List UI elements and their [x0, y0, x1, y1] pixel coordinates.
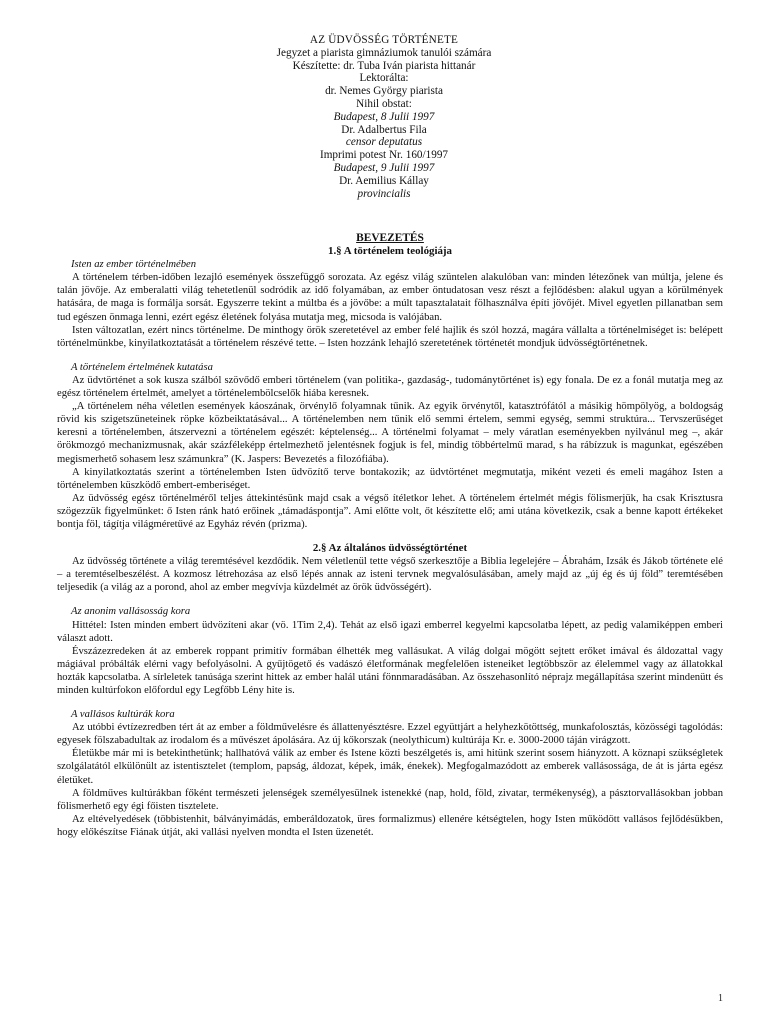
section-heading: 2.§ Az általános üdvösségtörténet	[312, 542, 468, 555]
spacer	[57, 594, 723, 605]
paragraph: Isten változatlan, ezért nincs történelme. De minthogy örök szeretetével az ember felé hajlik és szól hozzá, magára vállalta a történelmiséget is: belépett történelmünkbe, kinyilatkoztatását a történelem részévé tette. – Isten hozzánk lehajló szeretetének történetét mondjuk üdvösségtörténetnek.	[57, 324, 723, 349]
paragraph: A földműves kultúrákban főként természeti jelenségek személyesülnek istenekké (nap, hold, föld, zivatar, termékenység), a pásztorvallásokban jobban fölismerhető egy égi főisten tisztelete.	[57, 787, 723, 812]
paragraph: Az eltévelyedések (többistenhit, bálványimádás, emberáldozatok, üres formalizmus) ellenére kétségtelen, hogy Isten működött vallásos fejlődésükben, hogy előkészítse Fiának útját, aki vallási nyelven mondta el Isten üzenetét.	[57, 813, 723, 838]
title-block	[0, 34, 768, 200]
paragraph: Hittétel: Isten minden embert üdvözíteni akar (vö. 1Tim 2,4). Tehát az első igazi emberrel kegyelmi kapcsolatba lépett, az pedig valamiképpen emberi választ adott.	[57, 619, 723, 644]
subtitle-line: Jegyzet a piarista gimnáziumok tanulói számára	[276, 46, 492, 59]
spacer	[57, 350, 723, 361]
author-line: Készítette: dr. Tuba Iván piarista hittanár	[292, 59, 476, 72]
provincial-title: provincialis	[357, 187, 411, 200]
paragraph: A kinyilatkoztatás szerint a történelemben Isten üdvözítő terve bontakozik; az üdvtörténet megmutatja, miként vezeti és emeli magához Isten a történelemben küszködő embert-emberiséget.	[57, 466, 723, 491]
provincial-name: Dr. Aemilius Kállay	[339, 174, 429, 187]
paragraph: Az üdvösség egész történelméről teljes áttekintésünk majd csak a végső ítéletkor lehet. A történelem értelmét mégis fölismerjük, ha csak Krisztusra szögezzük figyelmünket: ő Isten ránk ható erőinek „támadáspontja”. Ami előtte volt, őt készítette elő; ami utána következik, csak a benne kapott értékeket bontja föl, tágítja világméretűvé az Egyház révén (prizma).	[57, 492, 723, 530]
paragraph: Életükbe már mi is betekinthetünk; hallhatóvá válik az ember és Istene közti beszélgetés is, ami hitünk szerint sosem hiányzott. A köznapi szükségletek szolgálatától elkülönült az istentisztelet (templom, papság, áldozat, képek, imák, énekek). Megfogalmazódott az emberek vallásossága, de át is járta egész életüket.	[57, 748, 723, 786]
paragraph: A történelem térben-időben lezajló események összefüggő sorozata. Az egész világ szüntelen alakulóban van: minden létezőnek van múltja, jelene és talán jövője. Az emberalatti világ tehetetlenül sodródik az idő folyamában, az ember öntudatosan vesz részt a fejlődésben: alakul ugyan a körülmények hatására, de maga is formálja sorsát. Egyszerre tekint a múltba és a jövőbe: a múlt tapasztalatait fölhasználva építi jövőjét. Mivel egyetlen pillanatban sem tud egészen önmaga lenni, ezért egész életének folyása mutatja meg, micsoda is valójában.	[57, 272, 723, 323]
reviewer-name: dr. Nemes György piarista	[325, 85, 443, 98]
paragraph: Az üdvtörténet a sok kusza szálból szövődő emberi történelem (van politika-, gazdaság-, tudománytörténet is) egy fonala. De ez a fonál mutatja meg az egész történelem értelmét, amelyet a történelembölcselők hiába keresnek.	[57, 374, 723, 400]
subheading: Az anonim vallásosság kora	[71, 606, 191, 618]
spacer	[57, 697, 723, 708]
document-body	[57, 232, 723, 839]
section-heading: 1.§ A történelem teológiája	[328, 245, 452, 258]
nihil-obstat-date: Budapest, 8 Julii 1997	[333, 110, 435, 123]
paragraph: Az utóbbi évtízezredben tért át az ember a földművelésre és állattenyésztésre. Ezzel együttjárt a helyhezkötöttség, munkafolosztás, közösségi tagolódás: egyesek fölszabadultak az irodalom és a művészet ápolására. Az új kőkorszak (neolythicum) kultúrája Kr. e. 3000-2000 táján virágzott.	[57, 722, 723, 747]
subheading: A vallásos kultúrák kora	[71, 709, 175, 721]
censor-title: censor deputatus	[345, 136, 423, 149]
quote-paragraph: „A történelem néha véletlen események káoszának, örvénylő folyamnak tűnik. Az egyik örvénytől, katasztrófától a másikig hömpölyög, a boldogság rövid kis szigetszüneteinek röpke közbeiktatásával... A történelemben nem tűnik elő semmi értelem, semmi egység, semmi struktúra... Tervszerűséget keresni a történelemben, átszervezni a történelem egészét: képtelenség... A történelmi folyamat – mely váratlan eseményekben nyilvánul meg –, akár örökmozgó mechanizmusnak, akár százféleképp értelmezhető jelentésnek fogjuk is fel, mindig többértelmű marad, s ha rábízzuk is magunkat, egészében megismerhető sohasem lesz számunkra” (K. Jaspers: Bevezetés a filozófiába).	[57, 401, 723, 465]
document-title: AZ ÜDVÖSSÉG TÖRTÉNETE	[309, 34, 459, 46]
main-heading: BEVEZETÉS	[356, 232, 424, 244]
paragraph: Az üdvösség története a világ teremtésével kezdődik. Nem véletlenül tette végső szerkesztője a Biblia legelejére – Ábrahám, Izsák és Jákob története elé – a teremtéselbeszélést. A kozmosz létrehozása az első lépés annak az isteni tervnek megvalósulásában, amely majd az „új ég és új föld” teremtésében teljesedik (a világ az a porond, ahol az ember megvívja küzdelmét az örök üdvösségért).	[57, 556, 723, 594]
subheading: A történelem értelmének kutatása	[71, 361, 213, 373]
subheading: Isten az ember történelmében	[71, 259, 197, 271]
spacer	[57, 531, 723, 542]
paragraph: Évszázezredeken át az emberek roppant primitív formában élhették meg vallásukat. A világ dolgai mögött sejtett erőket imával és áldozattal vagy mágiával próbálták elérni vagy befolyásolni. A gyűjtögető és vadászó életformának megfelelően isteneiket legtöbbször az élelemmel vagy az állatokkal hozták kapcsolatba. A sírleletek tanúsága szerint hittek az ember halál utáni fönnmaradásában. Az összehasonlító néprajz megállapítása szerint mindenütt és minden kultúrfokon előfordul egy Legfőbb Lény hite is.	[57, 645, 723, 696]
page-number: 1	[718, 993, 723, 1004]
imprimi-potest-line: Imprimi potest Nr. 160/1997	[319, 149, 449, 162]
reviewer-label: Lektorálta:	[359, 72, 409, 85]
censor-name: Dr. Adalbertus Fila	[341, 123, 427, 136]
nihil-obstat-label: Nihil obstat:	[356, 97, 412, 110]
imprimi-potest-date: Budapest, 9 Julii 1997	[333, 161, 435, 174]
